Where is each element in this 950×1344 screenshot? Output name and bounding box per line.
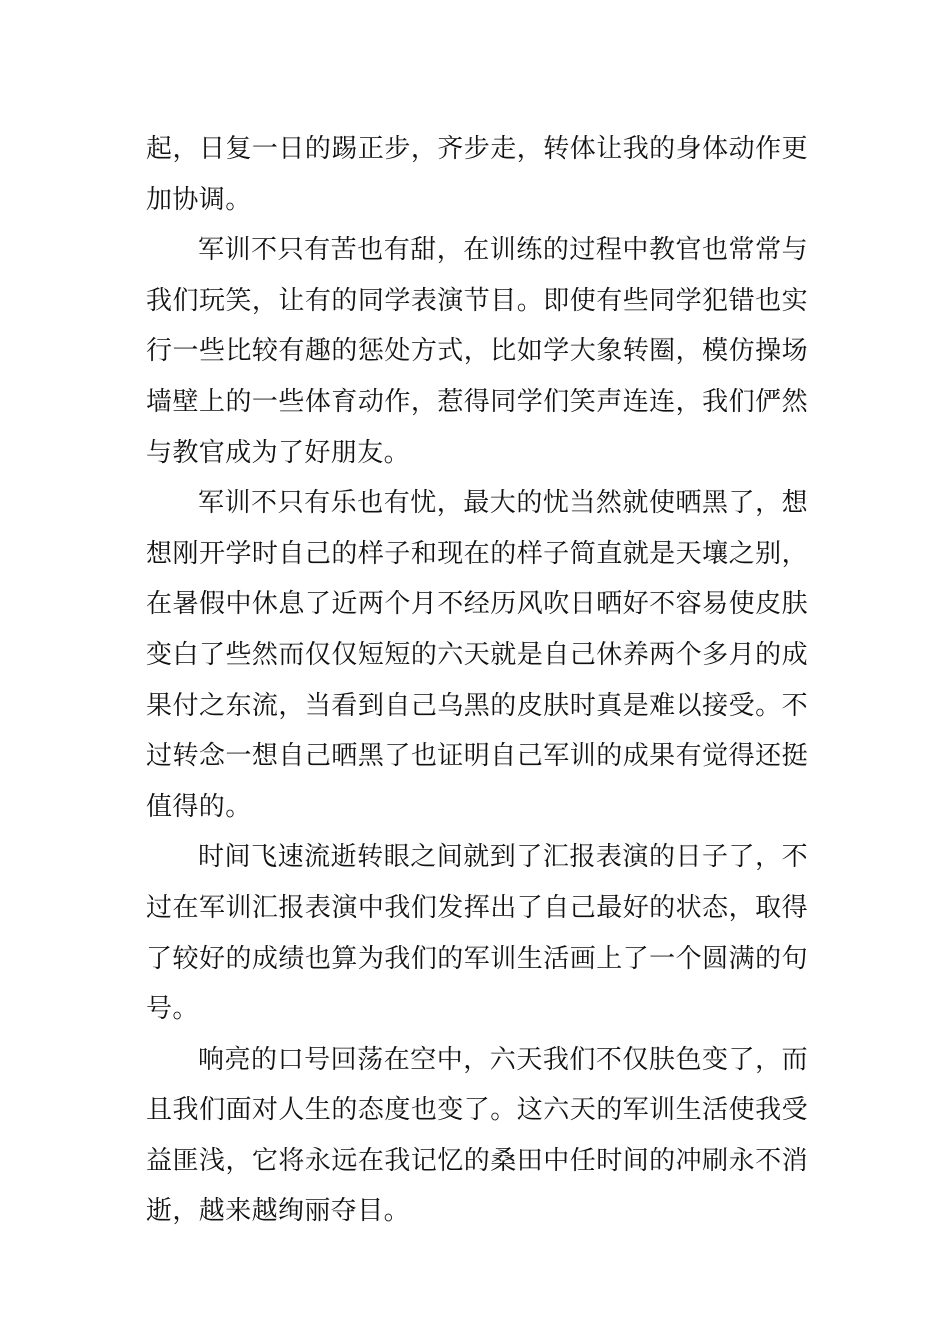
paragraph: 时间飞速流逝转眼之间就到了汇报表演的日子了，不过在军训汇报表演中我们发挥出了自己最好的状态，取得了较好的成绩也算为我们的军训生活画上了一个圆满的句号。 [146,842,808,1025]
paragraph: 军训不只有苦也有甜，在训练的过程中教官也常常与我们玩笑，让有的同学表演节目。即使有些同学犯错也实行一些比较有趣的惩处方式，比如学大象转圈，模仿操场墙壁上的一些体育动作，惹得同学们笑声连连，我们俨然与教官成为了好朋友。 [146,235,808,468]
paragraph: 起，日复一日的踢正步，齐步走，转体让我的身体动作更加协调。 [146,134,808,215]
paragraph: 响亮的口号回荡在空中，六天我们不仅肤色变了，而且我们面对人生的态度也变了。这六天的军训生活使我受益匪浅，它将永远在我记忆的桑田中任时间的冲刷永不消逝，越来越绚丽夺目。 [146,1044,808,1227]
paragraph: 军训不只有乐也有忧，最大的忧当然就使晒黑了，想想刚开学时自己的样子和现在的样子简直就是天壤之别，在暑假中休息了近两个月不经历风吹日晒好不容易使皮肤变白了些然而仅仅短短的六天就是自己休养两个多月的成果付之东流，当看到自己乌黑的皮肤时真是难以接受。不过转念一想自己晒黑了也证明自己军训的成果有觉得还挺值得的。 [146,488,808,822]
document-body [146,124,808,1237]
